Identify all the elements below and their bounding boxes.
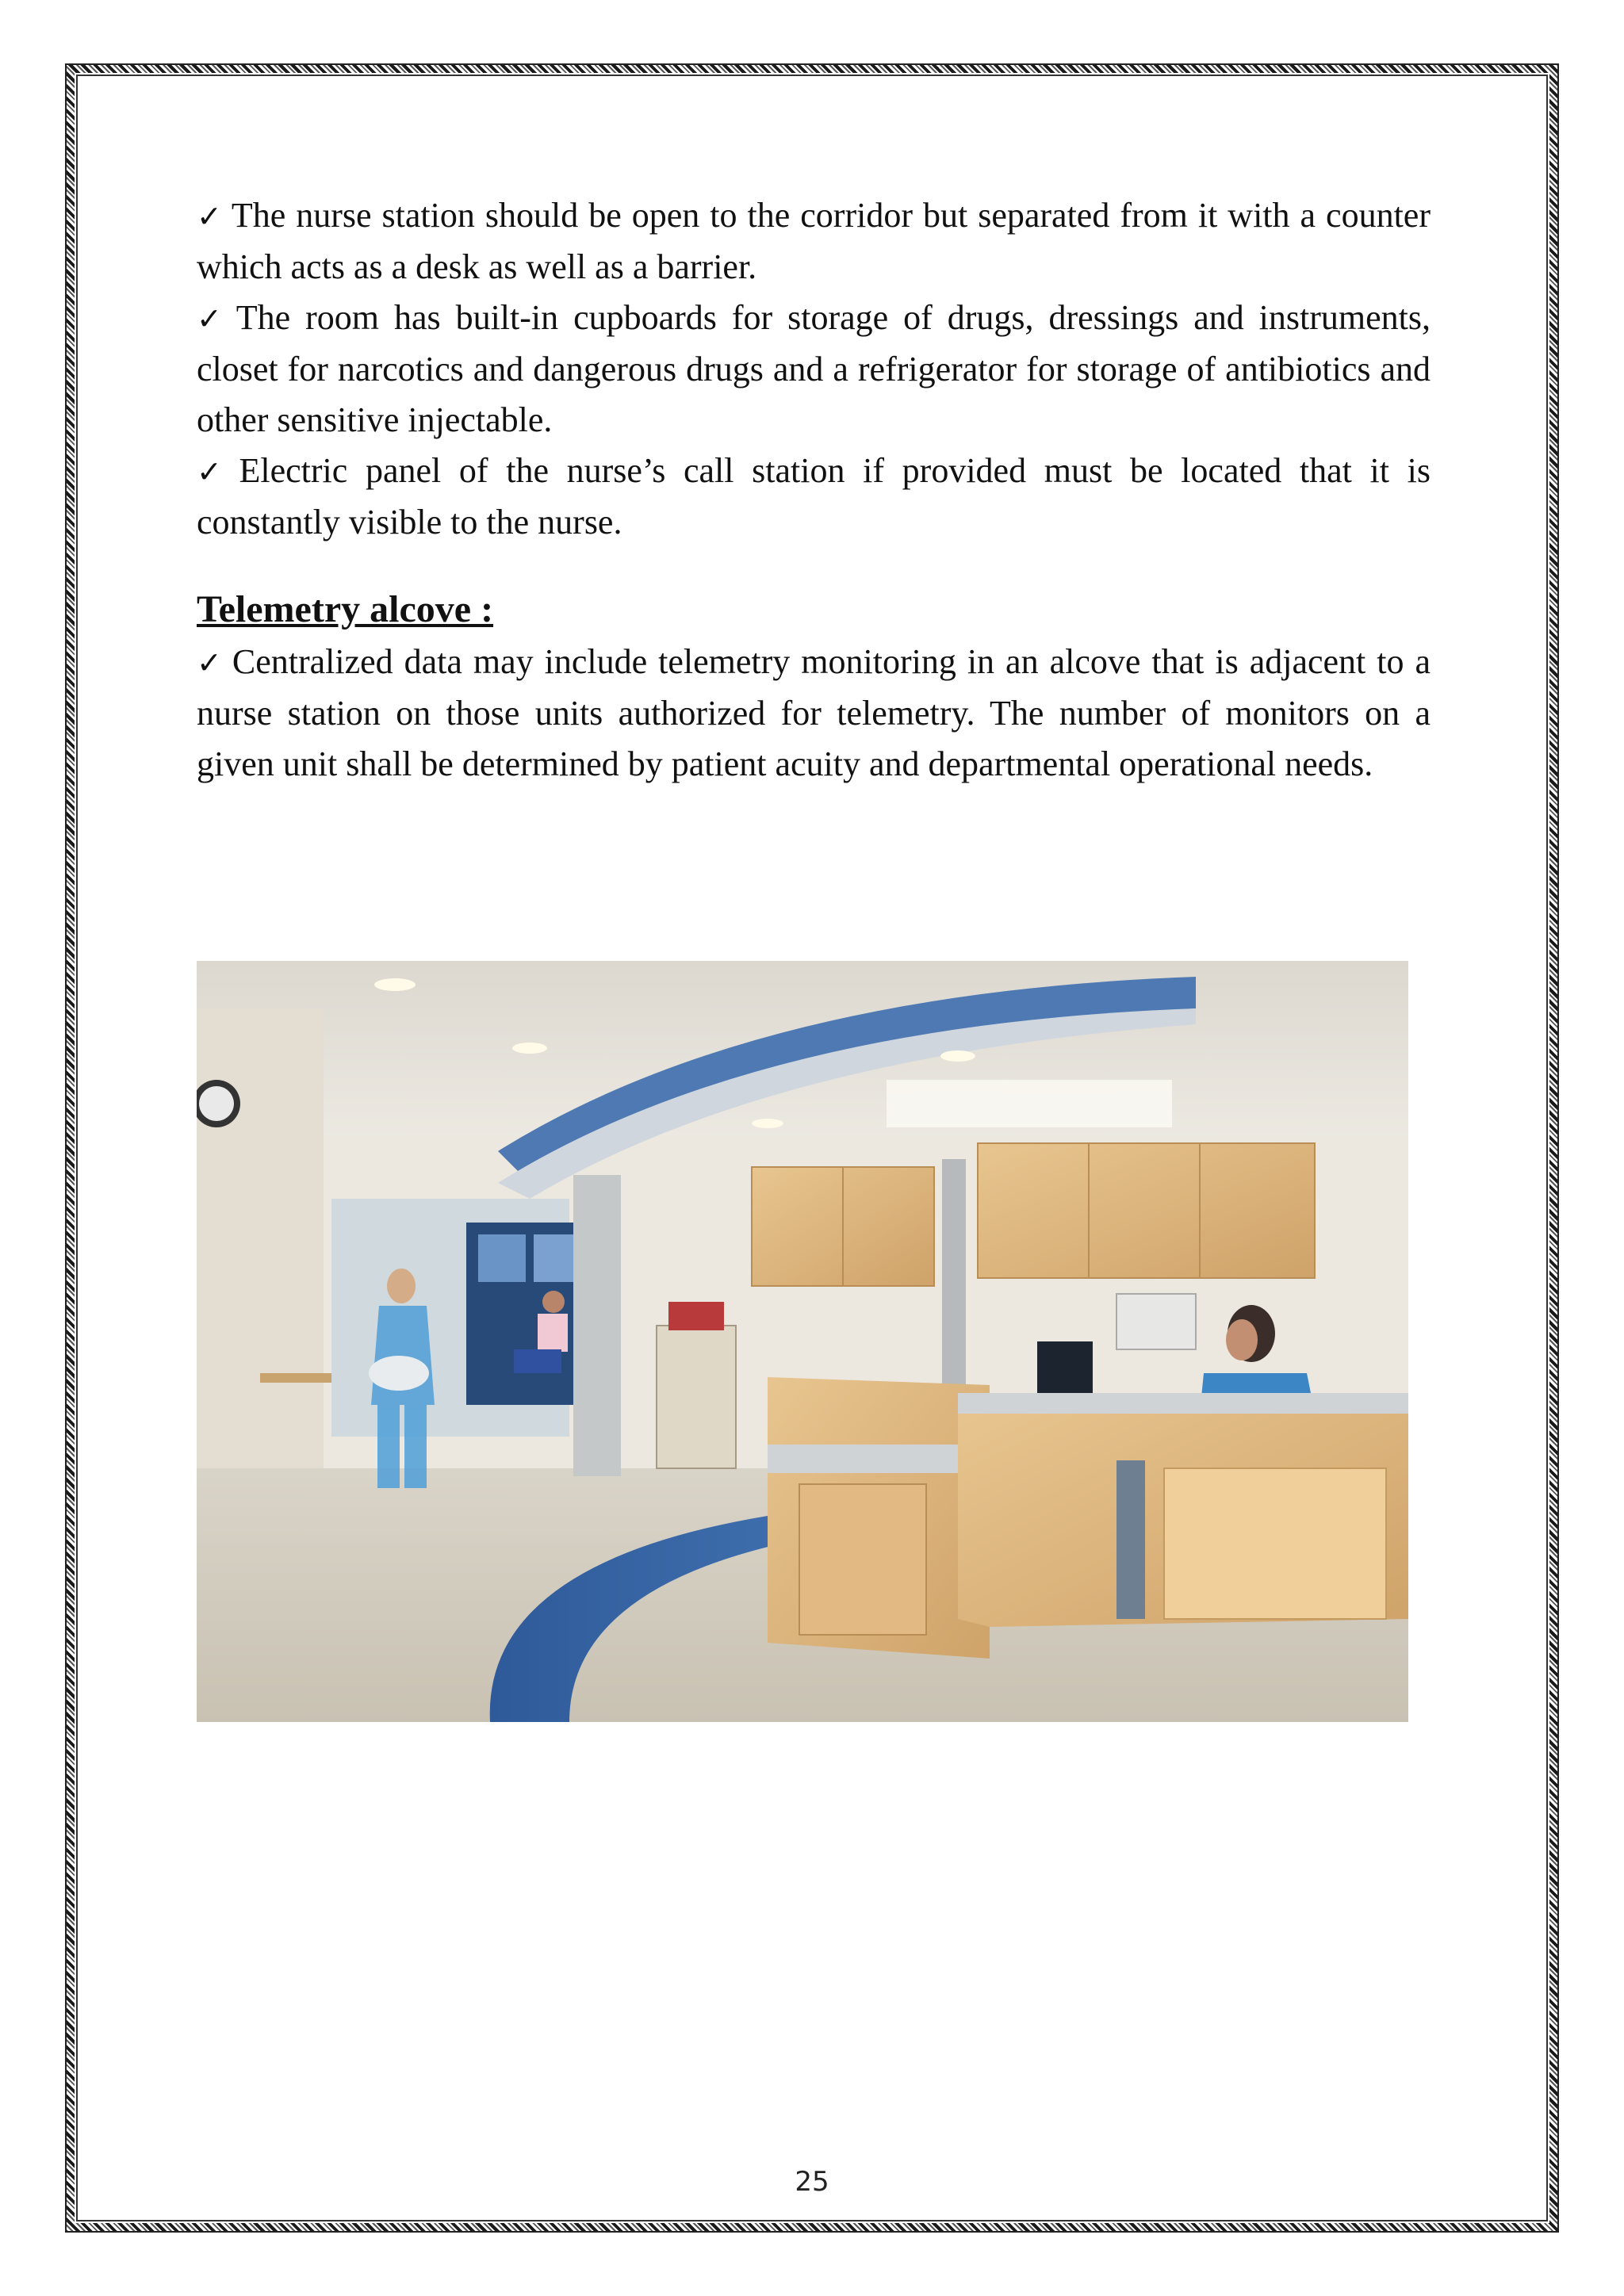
- section-heading: Telemetry alcove :: [197, 588, 494, 630]
- bullet-paragraph: ✓ The room has built-in cupboards for storage of drugs, dressings and instruments, closet for narcotics and dangerous drugs and a refrigerator for storage of antibiotics and other sensitive injectable.: [197, 298, 1431, 439]
- checkmark-icon: ✓: [197, 454, 232, 489]
- checkmark-icon: ✓: [197, 301, 228, 336]
- bullet-paragraph: ✓ Electric panel of the nurse’s call station if provided must be located that it is constantly visible to the nurse.: [197, 451, 1431, 541]
- bullet-paragraph: ✓ Centralized data may include telemetry monitoring in an alcove that is adjacent to a nurse station on those units authorized for telemetry. The number of monitors on a given unit shall be determined by patient acuity and departmental operational needs.: [197, 642, 1431, 783]
- checkmark-icon: ✓: [197, 645, 224, 680]
- nurse-station-photo: [197, 961, 1408, 1722]
- document-body: [197, 190, 1431, 790]
- page-number: 25: [795, 2166, 829, 2198]
- bullet-paragraph: ✓ The nurse station should be open to the corridor but separated from it with a counter which acts as a desk as well as a barrier.: [197, 196, 1431, 286]
- checkmark-icon: ✓: [197, 199, 224, 234]
